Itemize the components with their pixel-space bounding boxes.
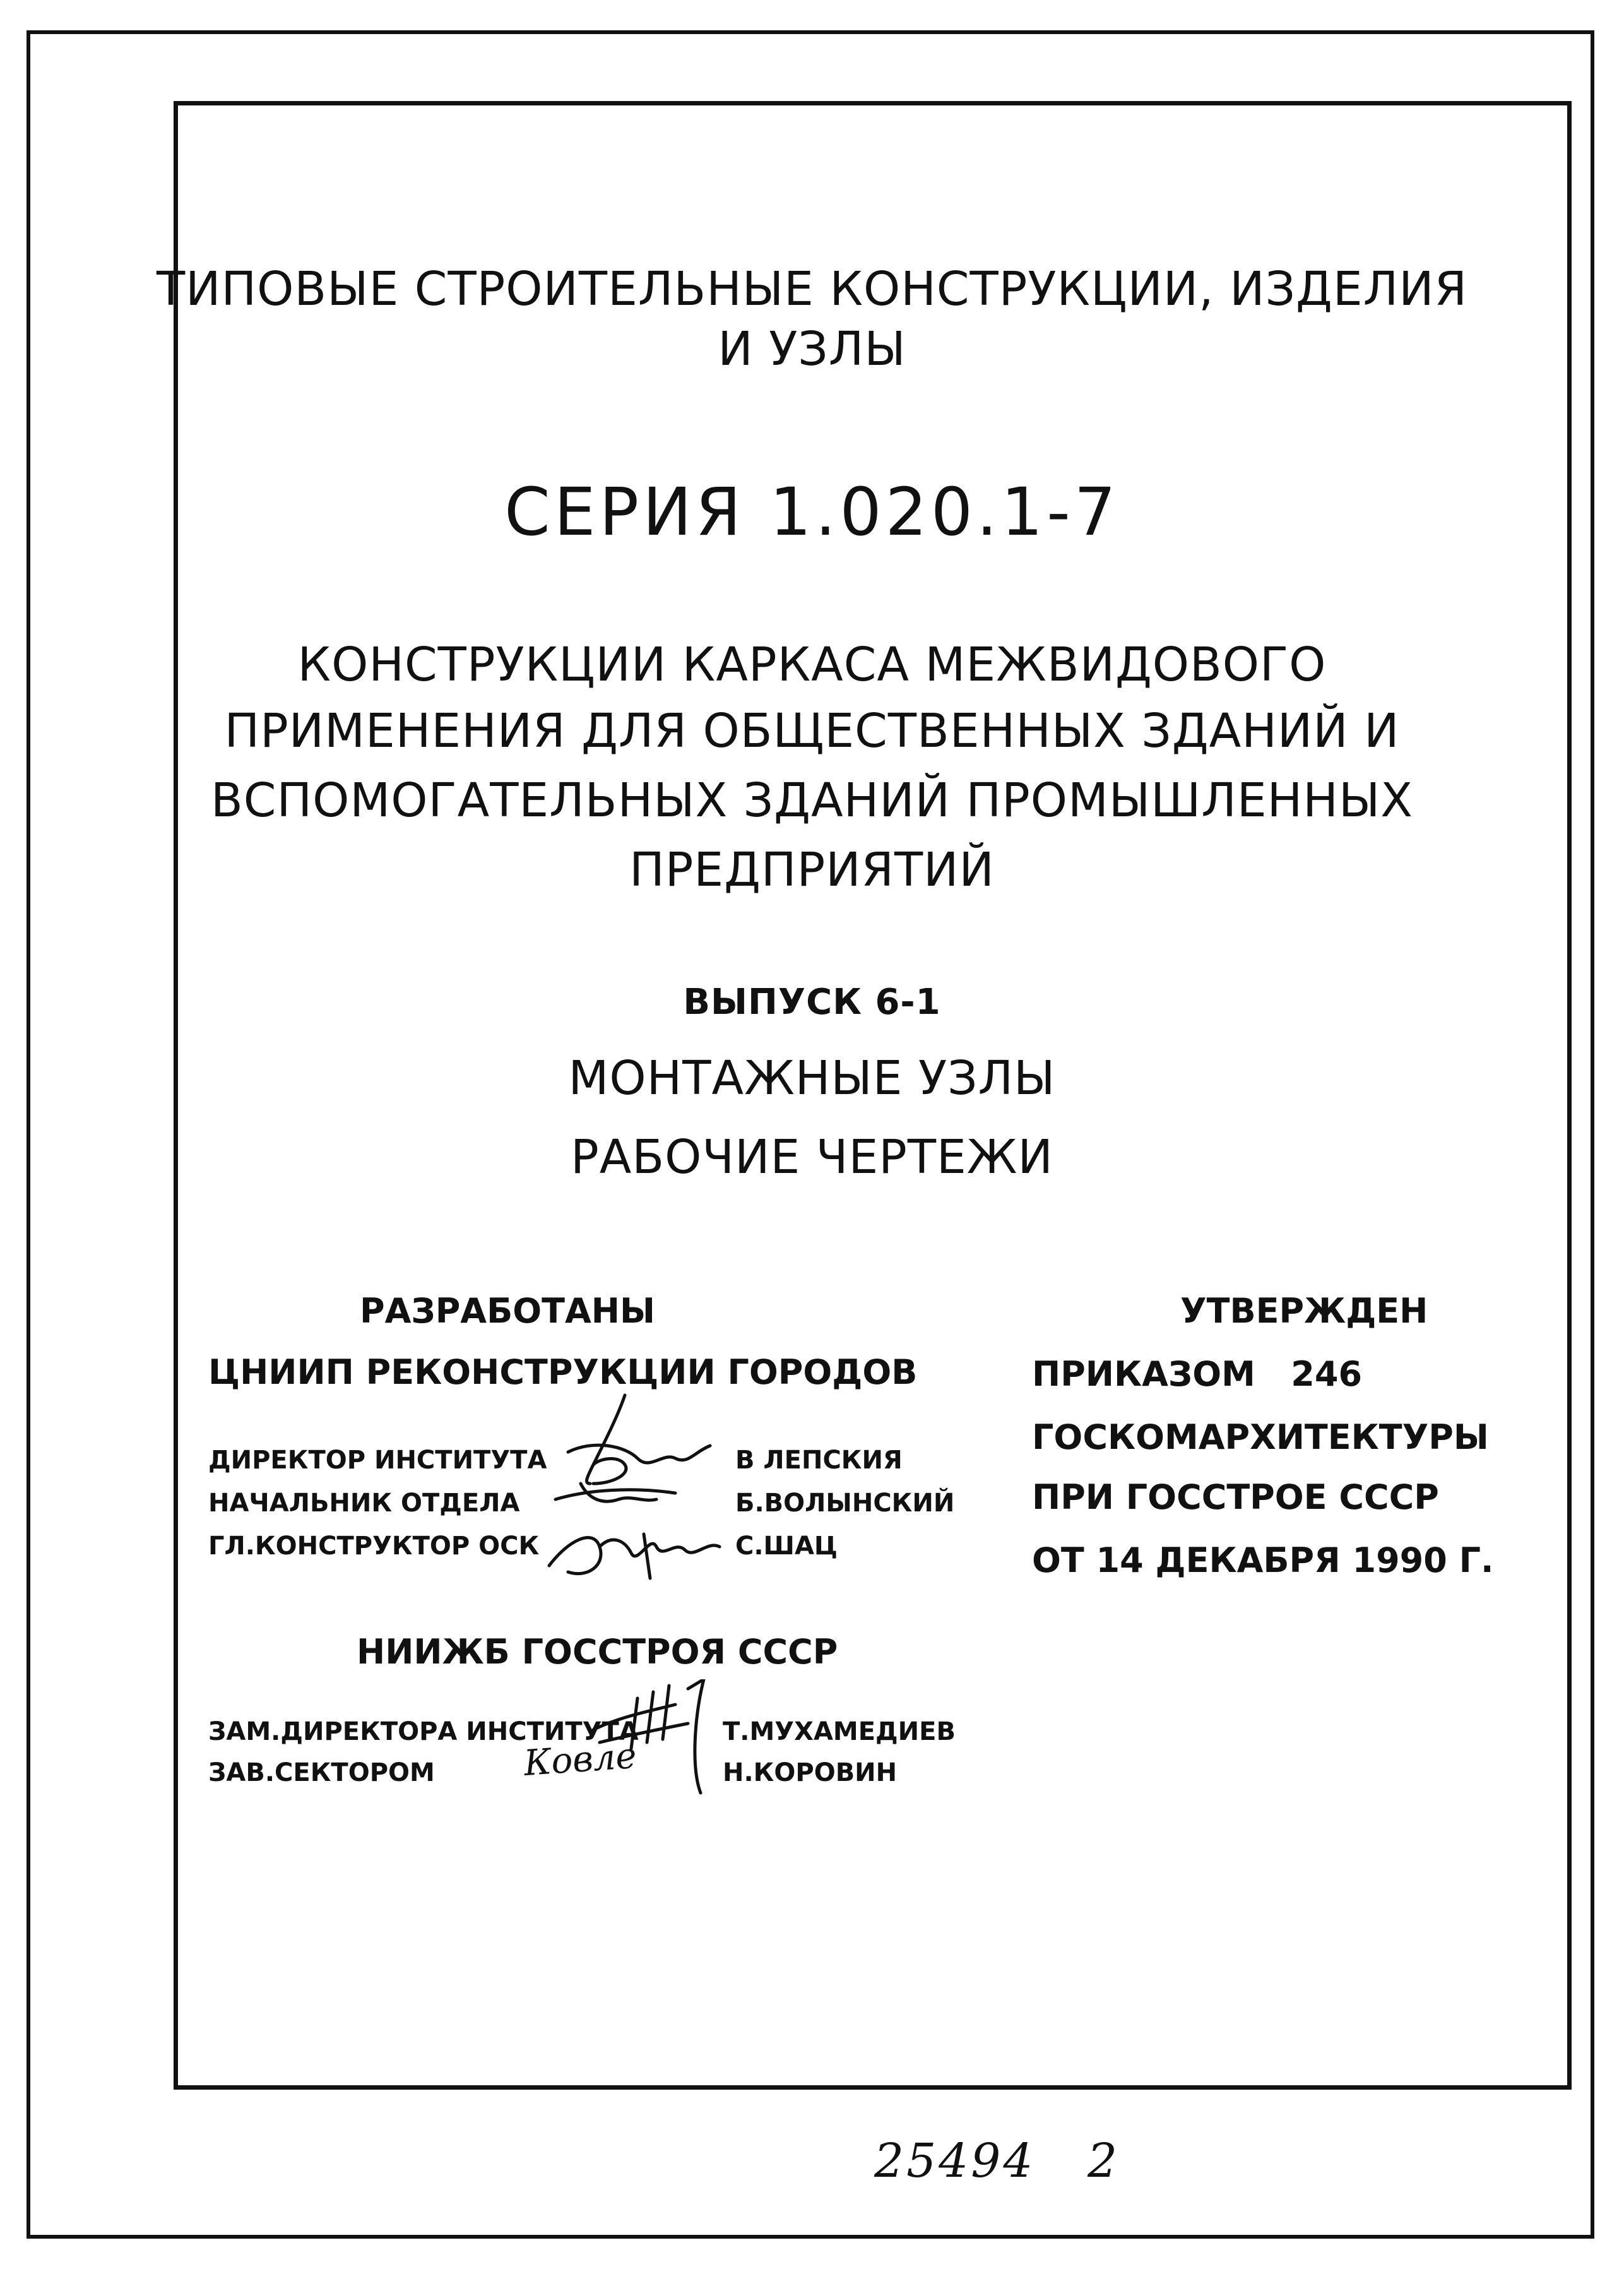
person-title: ЗАМ.ДИРЕКТОРА ИНСТИТУТА — [208, 1717, 639, 1746]
description-line-2: ПРИМЕНЕНИЯ ДЛЯ ОБЩЕСТВЕННЫХ ЗДАНИЙ И — [224, 704, 1400, 758]
developer-org-1: ЦНИИП РЕКОНСТРУКЦИИ ГОРОДОВ — [208, 1352, 918, 1392]
person-name: Б.ВОЛЫНСКИЙ — [735, 1489, 955, 1518]
description-line-3: ВСПОМОГАТЕЛЬНЫХ ЗДАНИЙ ПРОМЫШЛЕННЫХ — [211, 773, 1413, 828]
approval-order: ПРИКАЗОМ 246 — [1032, 1354, 1363, 1394]
person-title: ЗАВ.СЕКТОРОМ — [208, 1758, 435, 1787]
developer-org-2: НИИЖБ ГОССТРОЯ СССР — [357, 1632, 838, 1672]
person-name: С.ШАЦ — [735, 1532, 838, 1561]
header-line-2: И УЗЛЫ — [718, 322, 906, 376]
description-line-4: ПРЕДПРИЯТИЙ — [629, 843, 995, 897]
person-name: Н.КОРОВИН — [723, 1758, 898, 1787]
approved-heading: УТВЕРЖДЕН — [1180, 1291, 1428, 1331]
approval-authority: ГОСКОМАРХИТЕКТУРЫ — [1032, 1417, 1489, 1457]
approval-authority-parent: ПРИ ГОССТРОЕ СССР — [1032, 1477, 1439, 1517]
issue-number: ВЫПУСК 6-1 — [683, 982, 941, 1023]
inventory-number: 25494 2 — [874, 2134, 1120, 2188]
approval-date: ОТ 14 ДЕКАБРЯ 1990 Г. — [1032, 1540, 1494, 1580]
developed-heading: РАЗРАБОТАНЫ — [360, 1291, 655, 1331]
description-line-1: КОНСТРУКЦИИ КАРКАСА МЕЖВИДОВОГО — [297, 638, 1327, 692]
person-title: НАЧАЛЬНИК ОТДЕЛА — [208, 1489, 520, 1518]
person-name: В ЛЕПСКИЯ — [735, 1446, 903, 1475]
signature-group-1 — [530, 1389, 738, 1591]
person-title: ГЛ.КОНСТРУКТОР ОСК — [208, 1532, 540, 1561]
person-name: Т.МУХАМЕДИЕВ — [723, 1717, 956, 1746]
series-title: СЕРИЯ 1.020.1-7 — [504, 473, 1120, 551]
signature-korovin: Ковле — [522, 1735, 638, 1785]
header-line-1: ТИПОВЫЕ СТРОИТЕЛЬНЫЕ КОНСТРУКЦИИ, ИЗДЕЛИЯ — [156, 262, 1467, 316]
issue-name: МОНТАЖНЫЕ УЗЛЫ — [568, 1051, 1056, 1105]
issue-subtitle: РАБОЧИЕ ЧЕРТЕЖИ — [571, 1130, 1053, 1184]
person-title: ДИРЕКТОР ИНСТИТУТА — [208, 1446, 547, 1475]
